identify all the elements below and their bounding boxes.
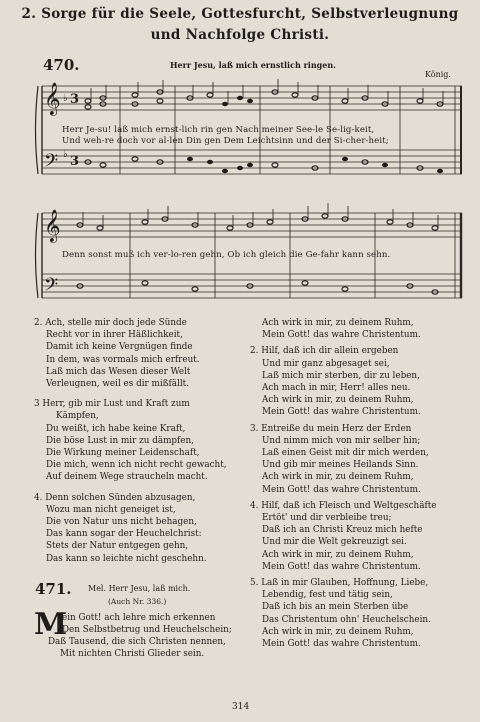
verse-2-line: Laß mich mir sterben, dir zu leben, bbox=[262, 370, 420, 381]
hymn-470-lyrics-line1: Herr Je-su! laß mich ernst-lich rin gen Nach meiner See-le Se-lig-keit, bbox=[62, 125, 375, 135]
hymn-471-number: 471. bbox=[35, 580, 72, 598]
svg-text:𝄢: 𝄢 bbox=[44, 151, 59, 176]
section-title-line1: 2. Sorge für die Seele, Gottesfurcht, Selbstverleugnung bbox=[21, 6, 459, 22]
verse-2-line: Laß mich das Wesen dieser Welt bbox=[46, 366, 191, 377]
verse-4-line: Ertöt' und dir verbleibe treu; bbox=[262, 513, 392, 524]
verse-4-line: Das kann sogar der Heuchelchrist: bbox=[46, 529, 202, 540]
verse-4-line: Und mir die Welt gekreuzigt sei. bbox=[262, 537, 407, 548]
verse-5-line: Daß ich bis an mein Sterben übe bbox=[262, 602, 409, 613]
left-column bbox=[34, 317, 252, 565]
verse-4-line: Daß ich an Christi Kreuz mich hefte bbox=[262, 525, 423, 536]
svg-text:3: 3 bbox=[70, 154, 80, 169]
verse-3-line: Auf deinem Wege straucheln macht. bbox=[46, 472, 208, 483]
svg-text:3: 3 bbox=[70, 92, 80, 107]
verse-2-line: Verleugnen, weil es dir mißfällt. bbox=[46, 379, 190, 390]
verse-1-line: ein Gott! ach lehre mich erkennen bbox=[62, 613, 216, 623]
verse-3-line: Und gib mir meines Heilands Sinn. bbox=[262, 460, 419, 471]
verse-3-line: Die Wirkung meiner Leidenschaft, bbox=[46, 448, 200, 459]
verse-2-line: 2. Hilf, daß ich dir allein ergeben bbox=[250, 346, 399, 357]
hymn-471-verse-1 bbox=[62, 612, 252, 636]
verse-4-line: Mein Gott! das wahre Christentum. bbox=[262, 561, 421, 572]
section-title-line2: und Nachfolge Christi. bbox=[150, 27, 330, 43]
verse-3-line: Und nimm mich von mir selber hin; bbox=[262, 435, 421, 446]
hymn-470-tune: Herr Jesu, laß mich ernstlich ringen. bbox=[170, 60, 336, 70]
svg-text:𝄢: 𝄢 bbox=[44, 275, 59, 300]
verse-5-line: Mein Gott! das wahre Christentum. bbox=[262, 639, 421, 650]
verse-3-line: Die mich, wenn ich nicht recht gewacht, bbox=[46, 460, 227, 471]
verse-3-line: 3. Entreiße du mein Herz der Erden bbox=[250, 423, 412, 434]
verse-2-line: Ach mach in mir, Herr! alles neu. bbox=[262, 383, 411, 394]
verse-3-line: Kämpfen, bbox=[56, 411, 99, 422]
verse-4-line: Stets der Natur entgegen gehn, bbox=[46, 541, 189, 552]
hymn-470-lyrics-line3: Denn sonst muß ich ver-lo-ren gehn, Ob ich gleich die Ge-fahr kann sehn. bbox=[62, 250, 391, 260]
hymn-470-composer: König. bbox=[425, 70, 451, 79]
verse-2-line: Recht vor in ihrer Häßlichkeit, bbox=[46, 330, 183, 341]
svg-text:♭: ♭ bbox=[63, 93, 68, 104]
right-column bbox=[250, 317, 472, 650]
verse-5-line: Ach wirk in mir, zu deinem Ruhm, bbox=[262, 626, 414, 637]
dropcap-letter: M bbox=[34, 607, 68, 642]
refrain-line: Mein Gott! das wahre Christentum. bbox=[262, 330, 421, 341]
verse-4-line: 4. Hilf, daß ich Fleisch und Weltgeschäfte bbox=[250, 500, 437, 511]
verse-3-line: Laß einen Geist mit dir mich werden, bbox=[262, 448, 429, 459]
verse-3-line: Du weißt, ich habe keine Kraft, bbox=[46, 423, 186, 434]
verse-5-line: 5. Laß in mir Glauben, Hoffnung, Liebe, bbox=[250, 578, 429, 589]
verse-1-line: Mit nichten Christi Glieder sein. bbox=[60, 649, 205, 660]
verse-1-line: Daß Tausend, die sich Christen nennen, bbox=[48, 637, 226, 647]
svg-text:𝄞: 𝄞 bbox=[44, 209, 61, 242]
refrain-line: Ach wirk in mir, zu deinem Ruhm, bbox=[262, 318, 414, 328]
verse-5-line: Das Christentum ohn' Heuchelschein. bbox=[262, 614, 431, 625]
verse-3-line: Mein Gott! das wahre Christentum. bbox=[262, 484, 421, 495]
page-number: 314 bbox=[232, 702, 250, 712]
verse-4-line: Die von Natur uns nicht behagen, bbox=[46, 517, 197, 528]
verse-3-line: Die böse Lust in mir zu dämpfen, bbox=[46, 435, 194, 446]
verse-3-line: 3 Herr, gib mir Lust und Kraft zum bbox=[34, 399, 190, 410]
svg-text:♭: ♭ bbox=[63, 149, 68, 160]
verse-4-line: Ach wirk in mir, zu deinem Ruhm, bbox=[262, 549, 414, 560]
hymn-471-verse-1-cont bbox=[48, 636, 253, 660]
hymn-471-reference: (Auch Nr. 336.) bbox=[108, 597, 167, 606]
hymn-471-melody: Mel. Herr Jesu, laß mich. bbox=[88, 584, 191, 593]
verse-4-line: Das kann so leichte nicht geschehn. bbox=[46, 553, 207, 564]
verse-2-line: In dem, was vormals mich erfreut. bbox=[46, 354, 200, 365]
verse-2-line: Damit ich keine Vergnügen finde bbox=[46, 342, 193, 353]
verse-2-line: Und mir ganz abgesaget sei, bbox=[262, 358, 390, 369]
verse-5-line: Lebendig, fest und tätig sein, bbox=[262, 590, 393, 601]
verse-3-line: Ach wirk in mir, zu deinem Ruhm, bbox=[262, 472, 414, 483]
verse-1-line: Den Selbstbetrug und Heuchelschein; bbox=[62, 625, 232, 636]
hymn-470-number: 470. bbox=[43, 56, 80, 74]
hymn-470-lyrics-line2: Und weh-re doch vor al-len Din gen Dem Leichtsinn und der Si-cher-heit; bbox=[62, 136, 389, 146]
verse-2-line: 2. Ach, stelle mir doch jede Sünde bbox=[34, 318, 187, 328]
svg-text:𝄞: 𝄞 bbox=[44, 82, 61, 115]
verse-2-line: Mein Gott! das wahre Christentum. bbox=[262, 407, 421, 418]
verse-4-line: Wozu man nicht geneiget ist, bbox=[46, 504, 176, 515]
verse-4-line: 4. Denn solchen Sünden abzusagen, bbox=[34, 492, 196, 503]
verse-2-line: Ach wirk in mir, zu deinem Ruhm, bbox=[262, 395, 414, 406]
